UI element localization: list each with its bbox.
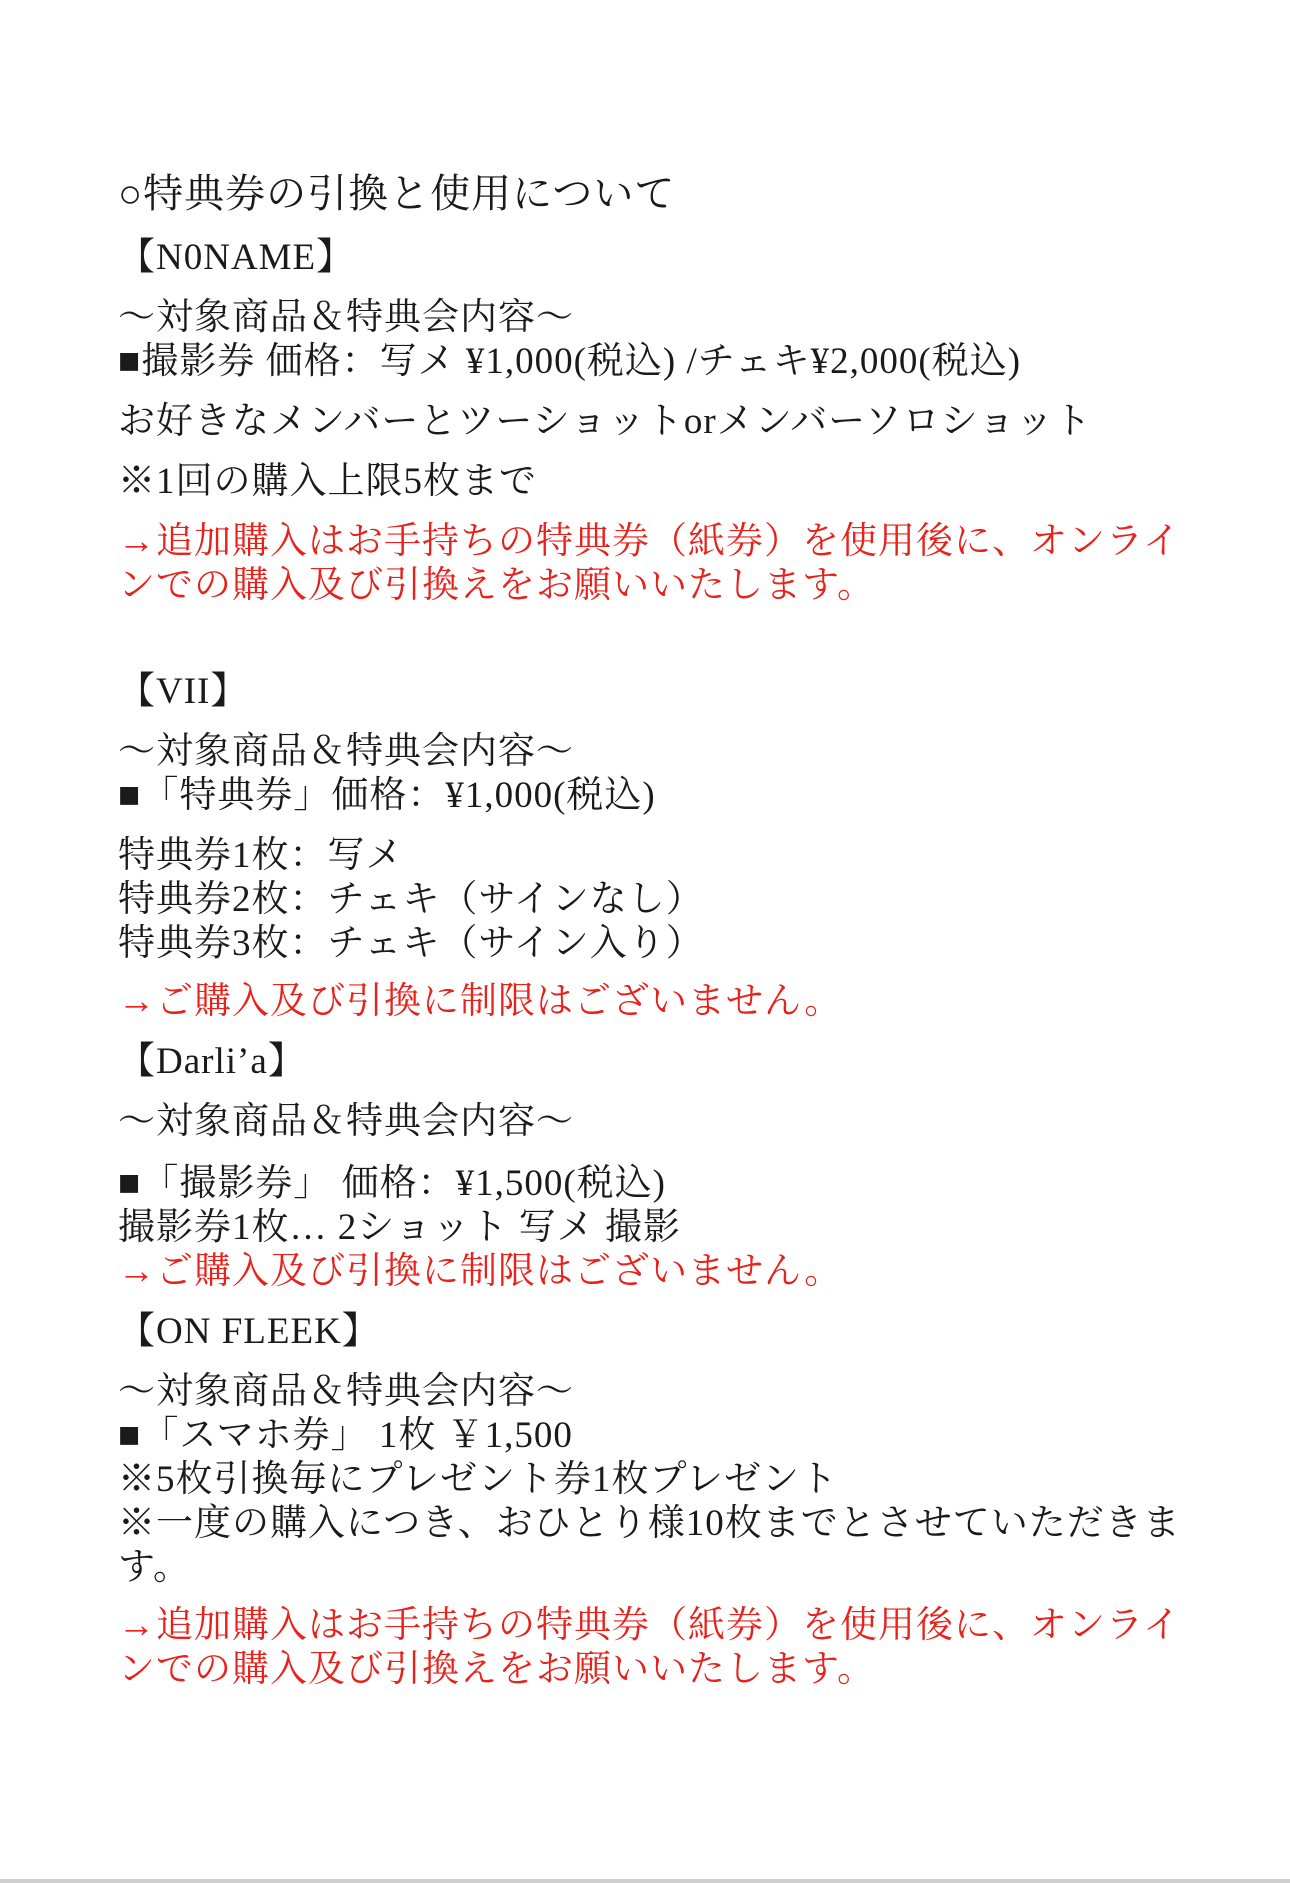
tier-line: 特典券3枚：チェキ（サイン入り） <box>118 923 704 964</box>
notice-line: →ご購入及び引換に制限はございません。 <box>118 1251 843 1292</box>
section-subtitle: 〜対象商品＆特典会内容〜 <box>118 731 574 772</box>
section-heading-onfleek: 【ON FLEEK】 <box>118 1311 380 1352</box>
tier-line: 特典券2枚：チェキ（サインなし） <box>118 879 704 920</box>
section-heading-noname: 【N0NAME】 <box>118 237 355 278</box>
section-subtitle: 〜対象商品＆特典会内容〜 <box>118 1101 574 1142</box>
notice-line: ンでの購入及び引換えをお願いいたします。 <box>118 565 876 606</box>
section-heading-darlia: 【Darli’a】 <box>118 1041 306 1082</box>
section-subtitle: 〜対象商品＆特典会内容〜 <box>118 297 574 338</box>
price-line: ■「スマホ券」 1枚 ￥1,500 <box>118 1415 573 1456</box>
limit-note: ※1回の購入上限5枚まで <box>118 461 537 502</box>
note-line: ※一度の購入につき、おひとり様10枚までとさせていただきま <box>118 1503 1181 1544</box>
section-heading-vii: 【VII】 <box>118 671 249 712</box>
price-line: ■「特典券」価格：¥1,000(税込) <box>118 775 656 816</box>
note-line: す。 <box>118 1547 192 1588</box>
notice-line: ンでの購入及び引換えをお願いいたします。 <box>118 1649 876 1690</box>
notice-line: →追加購入はお手持ちの特典券（紙券）を使用後に、オンライ <box>118 521 1181 562</box>
page-bottom-divider <box>0 1879 1290 1883</box>
detail-line: 撮影券1枚… 2ショット 写メ 撮影 <box>118 1207 682 1248</box>
document-title: ○特典券の引換と使用について <box>118 171 676 216</box>
notice-line: →ご購入及び引換に制限はございません。 <box>118 981 843 1022</box>
tier-line: 特典券1枚：写メ <box>118 835 404 876</box>
price-line: ■「撮影券」 価格：¥1,500(税込) <box>118 1163 666 1204</box>
price-line: ■撮影券 価格：写メ ¥1,000(税込) /チェキ¥2,000(税込) <box>118 341 1022 382</box>
notice-line: →追加購入はお手持ちの特典券（紙券）を使用後に、オンライ <box>118 1605 1181 1646</box>
note-line: ※5枚引換毎にプレゼント券1枚プレゼント <box>118 1459 839 1500</box>
detail-line: お好きなメンバーとツーショットorメンバーソロショット <box>118 401 1092 442</box>
section-subtitle: 〜対象商品＆特典会内容〜 <box>118 1371 574 1412</box>
